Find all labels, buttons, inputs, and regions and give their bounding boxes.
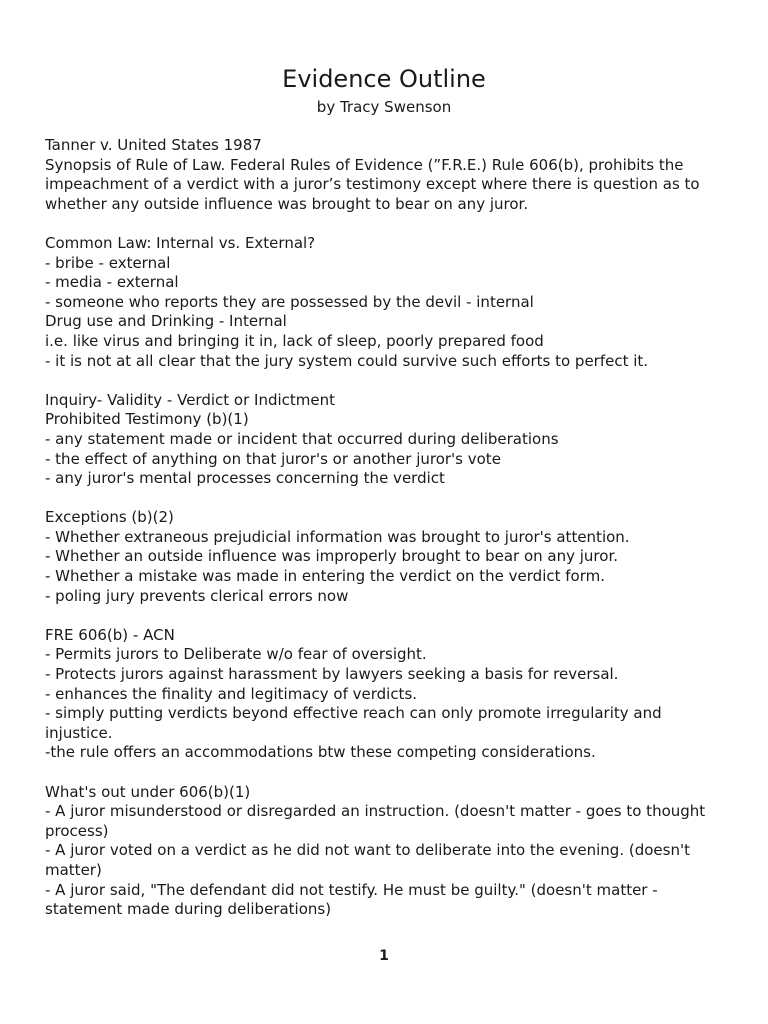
outline-section — [45, 626, 725, 763]
outline-line: - media - external — [45, 273, 179, 292]
section-heading: Tanner v. United States 1987 — [45, 136, 262, 154]
section-heading: Inquiry- Validity - Verdict or Indictment — [45, 390, 336, 409]
outline-line: - Whether a mistake was made in entering the verdict on the verdict form. — [45, 567, 606, 586]
outline-section — [45, 234, 725, 371]
outline-line: - Whether extraneous prejudicial information was brought to juror's attention. — [45, 527, 630, 546]
outline-section — [45, 508, 725, 606]
outline-section — [45, 391, 725, 489]
outline-line: - A juror voted on a verdict as he did not want to deliberate into the evening. (doesn't matter) — [45, 841, 690, 879]
section-heading: Exceptions (b)(2) — [45, 508, 174, 527]
page-number: 1 — [379, 948, 389, 964]
outline-line: - poling jury prevents clerical errors now — [45, 586, 349, 605]
outline-line: - Protects jurors against harassment by lawyers seeking a basis for reversal. — [45, 665, 619, 684]
outline-line: Prohibited Testimony (b)(1) — [45, 410, 249, 429]
outline-line: - the effect of anything on that juror's or another juror's vote — [45, 449, 501, 468]
outline-section — [45, 783, 725, 920]
outline-line: - any statement made or incident that occurred during deliberations — [45, 429, 559, 448]
document-body — [45, 136, 725, 939]
outline-line: - A juror misunderstood or disregarded an instruction. (doesn't matter - goes to thought process) — [45, 802, 706, 840]
section-heading: Common Law: Internal vs. External? — [45, 233, 316, 252]
outline-line: - Whether an outside influence was improperly brought to bear on any juror. — [45, 547, 618, 566]
outline-line: - enhances the finality and legitimacy of verdicts. — [45, 684, 418, 703]
outline-line: - bribe - external — [45, 253, 171, 272]
outline-line: - A juror said, "The defendant did not testify. He must be guilty." (doesn't matter - statement made during deliberations) — [45, 880, 658, 919]
outline-line: - simply putting verdicts beyond effective reach can only promote irregularity and injustice. — [45, 704, 662, 742]
section-heading: What's out under 606(b)(1) — [45, 782, 251, 801]
outline-line: -the rule offers an accommodations btw these competing considerations. — [45, 743, 596, 762]
section-heading: FRE 606(b) - ACN — [45, 625, 175, 644]
document-title: Evidence Outline — [282, 65, 486, 93]
outline-line: - Permits jurors to Deliberate w/o fear of oversight. — [45, 645, 427, 664]
outline-line: i.e. like virus and bringing it in, lack of sleep, poorly prepared food — [45, 331, 544, 350]
outline-line: - it is not at all clear that the jury system could survive such efforts to perfect it. — [45, 351, 649, 370]
outline-line: Synopsis of Rule of Law. Federal Rules of Evidence (”F.R.E.) Rule 606(b), prohibits the impeachment of a verdict with a juror’s testimony except where there is question as to whether any outside influence was brought to bear on any juror. — [45, 155, 700, 213]
outline-line: - someone who reports they are possessed by the devil - internal — [45, 292, 534, 311]
outline-line: Drug use and Drinking - Internal — [45, 312, 287, 331]
outline-line: - any juror's mental processes concerning the verdict — [45, 469, 445, 488]
document-author: by Tracy Swenson — [316, 98, 452, 116]
outline-section — [45, 136, 725, 214]
